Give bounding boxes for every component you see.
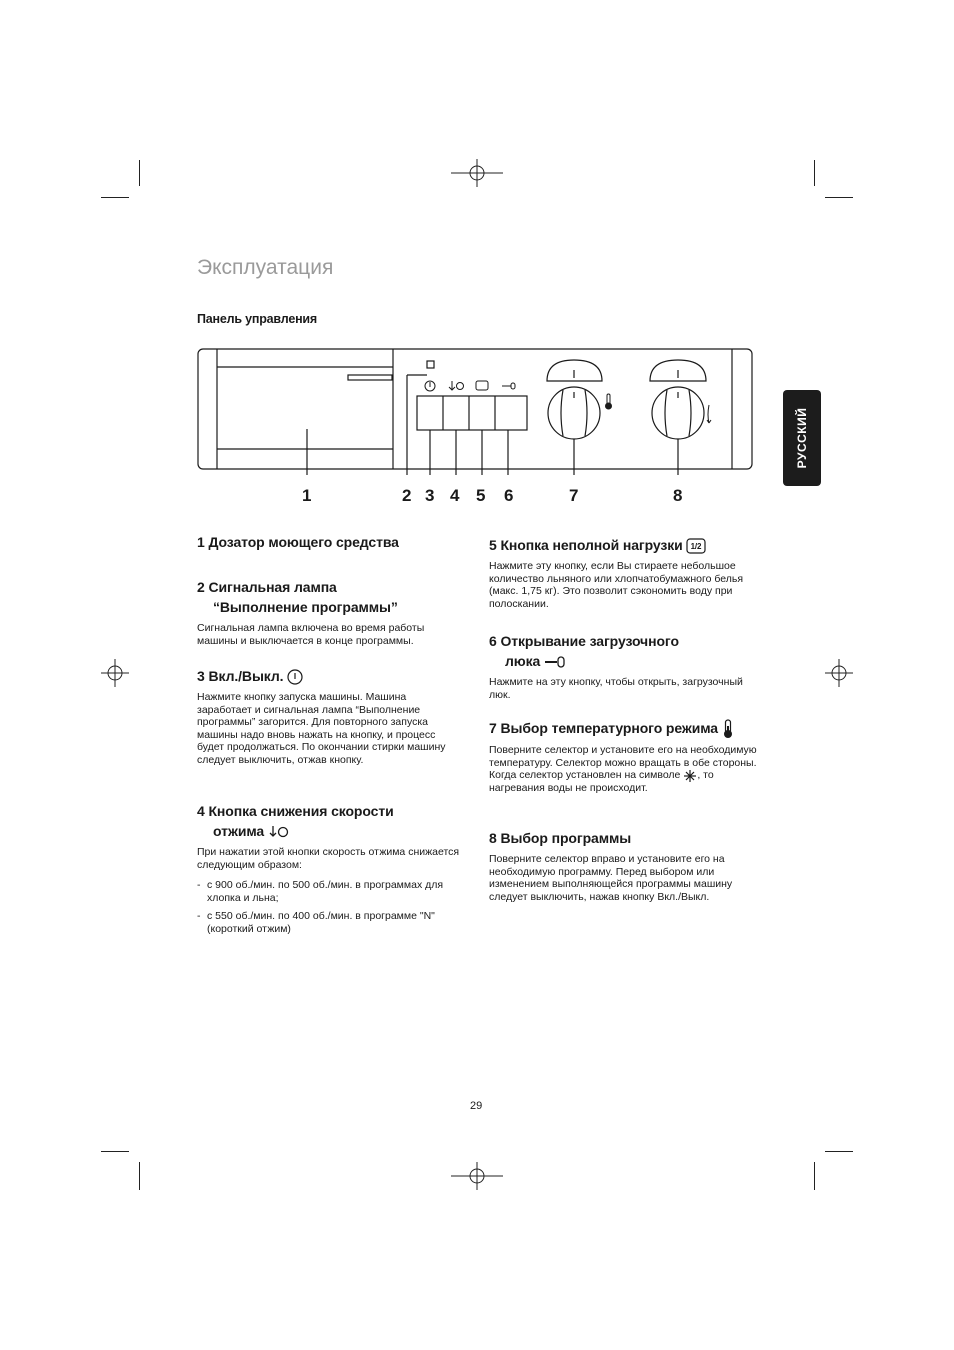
callout-3: 3 xyxy=(425,486,435,505)
section-6-title: 6 Открывание загрузочного люка xyxy=(489,633,679,669)
section-2-title: 2 Сигнальная лампа “Выполнение программы” xyxy=(197,579,398,615)
power-icon xyxy=(287,669,303,685)
section-7-title: 7 Выбор температурного режима xyxy=(489,718,759,739)
section-5-body: Нажмите эту кнопку, если Вы стираете небольшое количество льняного или хлопчатобумажного белья (макс. 1,75 кг). Это позволит сэкономить воду при полоскании. xyxy=(489,560,744,610)
section-4-title: 4 Кнопка снижения скорости отжима xyxy=(197,803,394,839)
callout-6: 6 xyxy=(504,486,514,505)
language-tab-label: РУССКИЙ xyxy=(795,407,809,469)
list-item: - с 900 об./мин. по 500 об./мин. в программах для хлопка и льна; xyxy=(197,879,467,904)
callout-8: 8 xyxy=(673,486,683,505)
section-3 xyxy=(197,666,462,767)
page-title: Эксплуатация xyxy=(197,256,334,279)
callout-7: 7 xyxy=(569,486,579,505)
section-5 xyxy=(489,535,759,610)
section-7-body: Поверните селектор и установите его на необходимую температуру. Селектор можно вращать в обе стороны. Когда селектор установлен на символе , то нагревания воды не происходит. xyxy=(489,744,757,795)
callout-4: 4 xyxy=(450,486,460,505)
section-5-title: 5 Кнопка неполной нагрузки 1/2 xyxy=(489,535,759,555)
section-1-title: 1 Дозатор моющего средства xyxy=(197,534,399,550)
callout-5: 5 xyxy=(476,486,486,505)
section-4-body: При нажатии этой кнопки скорость отжима снижается следующим образом: xyxy=(197,846,460,871)
section-2-body: Сигнальная лампа включена во время работы машины и выключается в конце программы. xyxy=(197,622,425,647)
section-6 xyxy=(489,631,759,701)
no-heat-icon xyxy=(683,770,697,782)
thermometer-icon xyxy=(722,719,734,739)
section-8-title: 8 Выбор программы xyxy=(489,830,632,846)
callout-1: 1 xyxy=(302,486,312,505)
section-6-body: Нажмите на эту кнопку, чтобы открыть, загрузочный люк. xyxy=(489,676,743,701)
svg-text:1/2: 1/2 xyxy=(691,542,702,552)
control-panel-diagram xyxy=(195,345,757,475)
half-load-icon xyxy=(686,538,706,554)
callout-2: 2 xyxy=(402,486,412,505)
door-key-icon xyxy=(544,656,566,668)
list-item: - с 550 об./мин. по 400 об./мин. в программе "N" (короткий отжим) xyxy=(197,910,467,935)
section-1 xyxy=(197,532,467,552)
section-4 xyxy=(197,801,467,942)
section-4-list xyxy=(197,879,467,935)
spin-reduce-icon xyxy=(268,825,290,839)
section-7 xyxy=(489,718,759,795)
section-8 xyxy=(489,828,764,903)
section-subtitle: Панель управления xyxy=(197,312,318,326)
section-3-title: 3 Вкл./Выкл. xyxy=(197,666,462,686)
page-number: 29 xyxy=(470,1100,483,1112)
section-2 xyxy=(197,577,467,647)
section-8-body: Поверните селектор вправо и установите его на необходимую программу. Перед выбором или изменением выполняющейся программы машину следует выключить, нажав кнопку Вкл./Выкл. xyxy=(489,853,733,903)
language-tab xyxy=(783,390,821,486)
section-3-body: Нажмите кнопку запуска машины. Машина заработает и сигнальная лампа “Выполнение программы” загорится. Для повторного запуска машины надо вновь нажать на кнопку, и процесс будет продолжаться. По окончании стирки машину следует выключить, отжав кнопку. xyxy=(197,691,446,766)
